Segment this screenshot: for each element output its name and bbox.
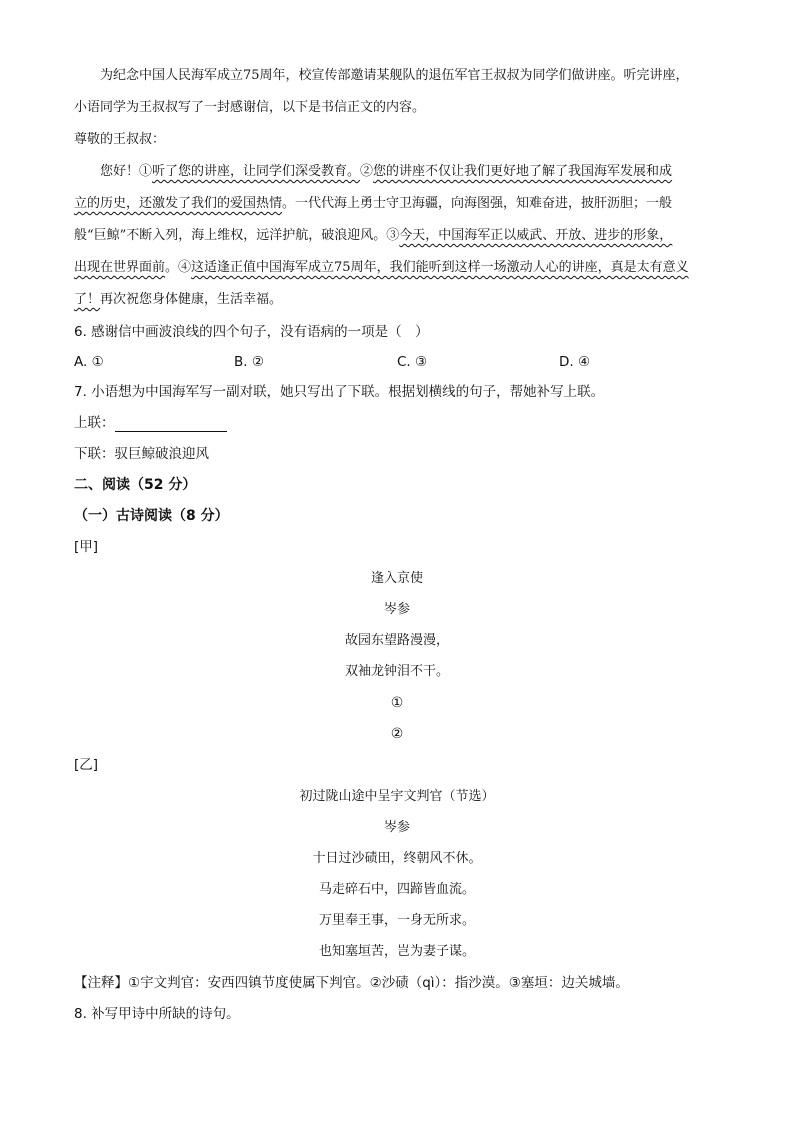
- upper-couplet-blank[interactable]: [115, 417, 227, 432]
- poem-b-line-2: 马走碎石中，四蹄皆血流。: [318, 882, 475, 897]
- poem-b-mark: [乙]: [74, 757, 99, 773]
- poem-b-line-3: 万里奉王事，一身无所求。: [318, 913, 475, 928]
- wavy-sentence-3-cont: 出现在世界面前: [74, 260, 166, 275]
- letter-body-line-1: [100, 163, 672, 181]
- wavy-sentence-2-cont: 立的历史，还激发了我们的爱国热情: [74, 196, 283, 211]
- poem-a-line-1: 故园东望路漫漫，: [344, 633, 449, 648]
- poem-b-title: 初过陇山途中呈宇文判官（节选）: [299, 789, 495, 804]
- text: 再次祝您身体健康，生活幸福。: [100, 292, 283, 307]
- text: 。一代代海上勇士守卫海疆，向海图强，知难奋进，披肝沥胆；一般: [282, 196, 673, 211]
- wavy-sentence-4: 这适逢正值中国海军成立75周年，我们能听到这样一场激动人心的讲座，真是太有意义: [191, 260, 689, 275]
- option-c[interactable]: C. ③: [397, 354, 428, 370]
- option-b[interactable]: B. ②: [234, 354, 264, 370]
- wavy-sentence-3: 今天，中国海军正以威武、开放、进步的形象，: [399, 228, 673, 243]
- letter-body-line-3: [74, 227, 672, 245]
- wavy-sentence-2: 您的讲座不仅让我们更好地了解了我国海军发展和成: [373, 164, 673, 179]
- text: 您好！①: [100, 164, 153, 179]
- poem-a-blank-2: ②: [390, 726, 404, 742]
- poem-a-mark: [甲]: [74, 539, 99, 555]
- text: 般“巨鲸”不断入列，海上维权，远洋护航，破浪迎风。③: [74, 228, 400, 243]
- subsection-heading: （一）古诗阅读（8 分）: [74, 508, 229, 524]
- text: ②: [360, 164, 374, 179]
- upper-couplet: [74, 414, 227, 432]
- poem-a-line-2: 双袖龙钟泪不干。: [344, 664, 449, 679]
- question-8: 8. 补写甲诗中所缺的诗句。: [74, 1006, 240, 1022]
- lower-couplet: 下联：驭巨鲸破浪迎风: [74, 446, 209, 462]
- poem-b-line-1: 十日过沙碛田，终朝风不休。: [312, 851, 482, 866]
- annotation-notes: 【注释】①宇文判官：安西四镇节度使属下判官。②沙碛（qì）：指沙漠。③塞垣：边关城墙。: [74, 975, 629, 991]
- letter-body-line-5: [74, 291, 282, 309]
- intro-line-2: 小语同学为王叔叔写了一封感谢信，以下是书信正文的内容。: [74, 100, 426, 115]
- intro-line-1: 为纪念中国人民海军成立75周年，校宣传部邀请某舰队的退伍军官王叔叔为同学们做讲座。听完讲座，: [100, 68, 689, 83]
- wavy-sentence-4-cont: 了！: [74, 292, 101, 307]
- text: 。④: [165, 260, 192, 275]
- wavy-sentence-1: 听了您的讲座，让同学们深受教育。: [152, 164, 361, 179]
- letter-body-line-2: [74, 195, 672, 213]
- letter-body-line-4: [74, 259, 689, 277]
- poem-a-title: 逢入京使: [370, 571, 423, 586]
- option-a[interactable]: A. ①: [74, 354, 104, 370]
- salutation: 尊敬的王叔叔：: [74, 132, 166, 147]
- option-d[interactable]: D. ④: [559, 354, 591, 370]
- poem-a-author: 岑参: [383, 602, 410, 617]
- section-heading: 二、阅读（52 分）: [74, 477, 197, 493]
- poem-b-line-4: 也知塞垣苦，岂为妻子谋。: [318, 944, 475, 959]
- poem-b-author: 岑参: [383, 820, 410, 835]
- poem-a-blank-1: ①: [390, 695, 404, 711]
- question-7: 7. 小语想为中国海军写一副对联，她只写出了下联。根据划横线的句子，帮她补写上联。: [74, 384, 605, 400]
- upper-couplet-label: 上联：: [74, 415, 115, 431]
- question-6: 6. 感谢信中画波浪线的四个句子，没有语病的一项是（ ）: [74, 324, 429, 340]
